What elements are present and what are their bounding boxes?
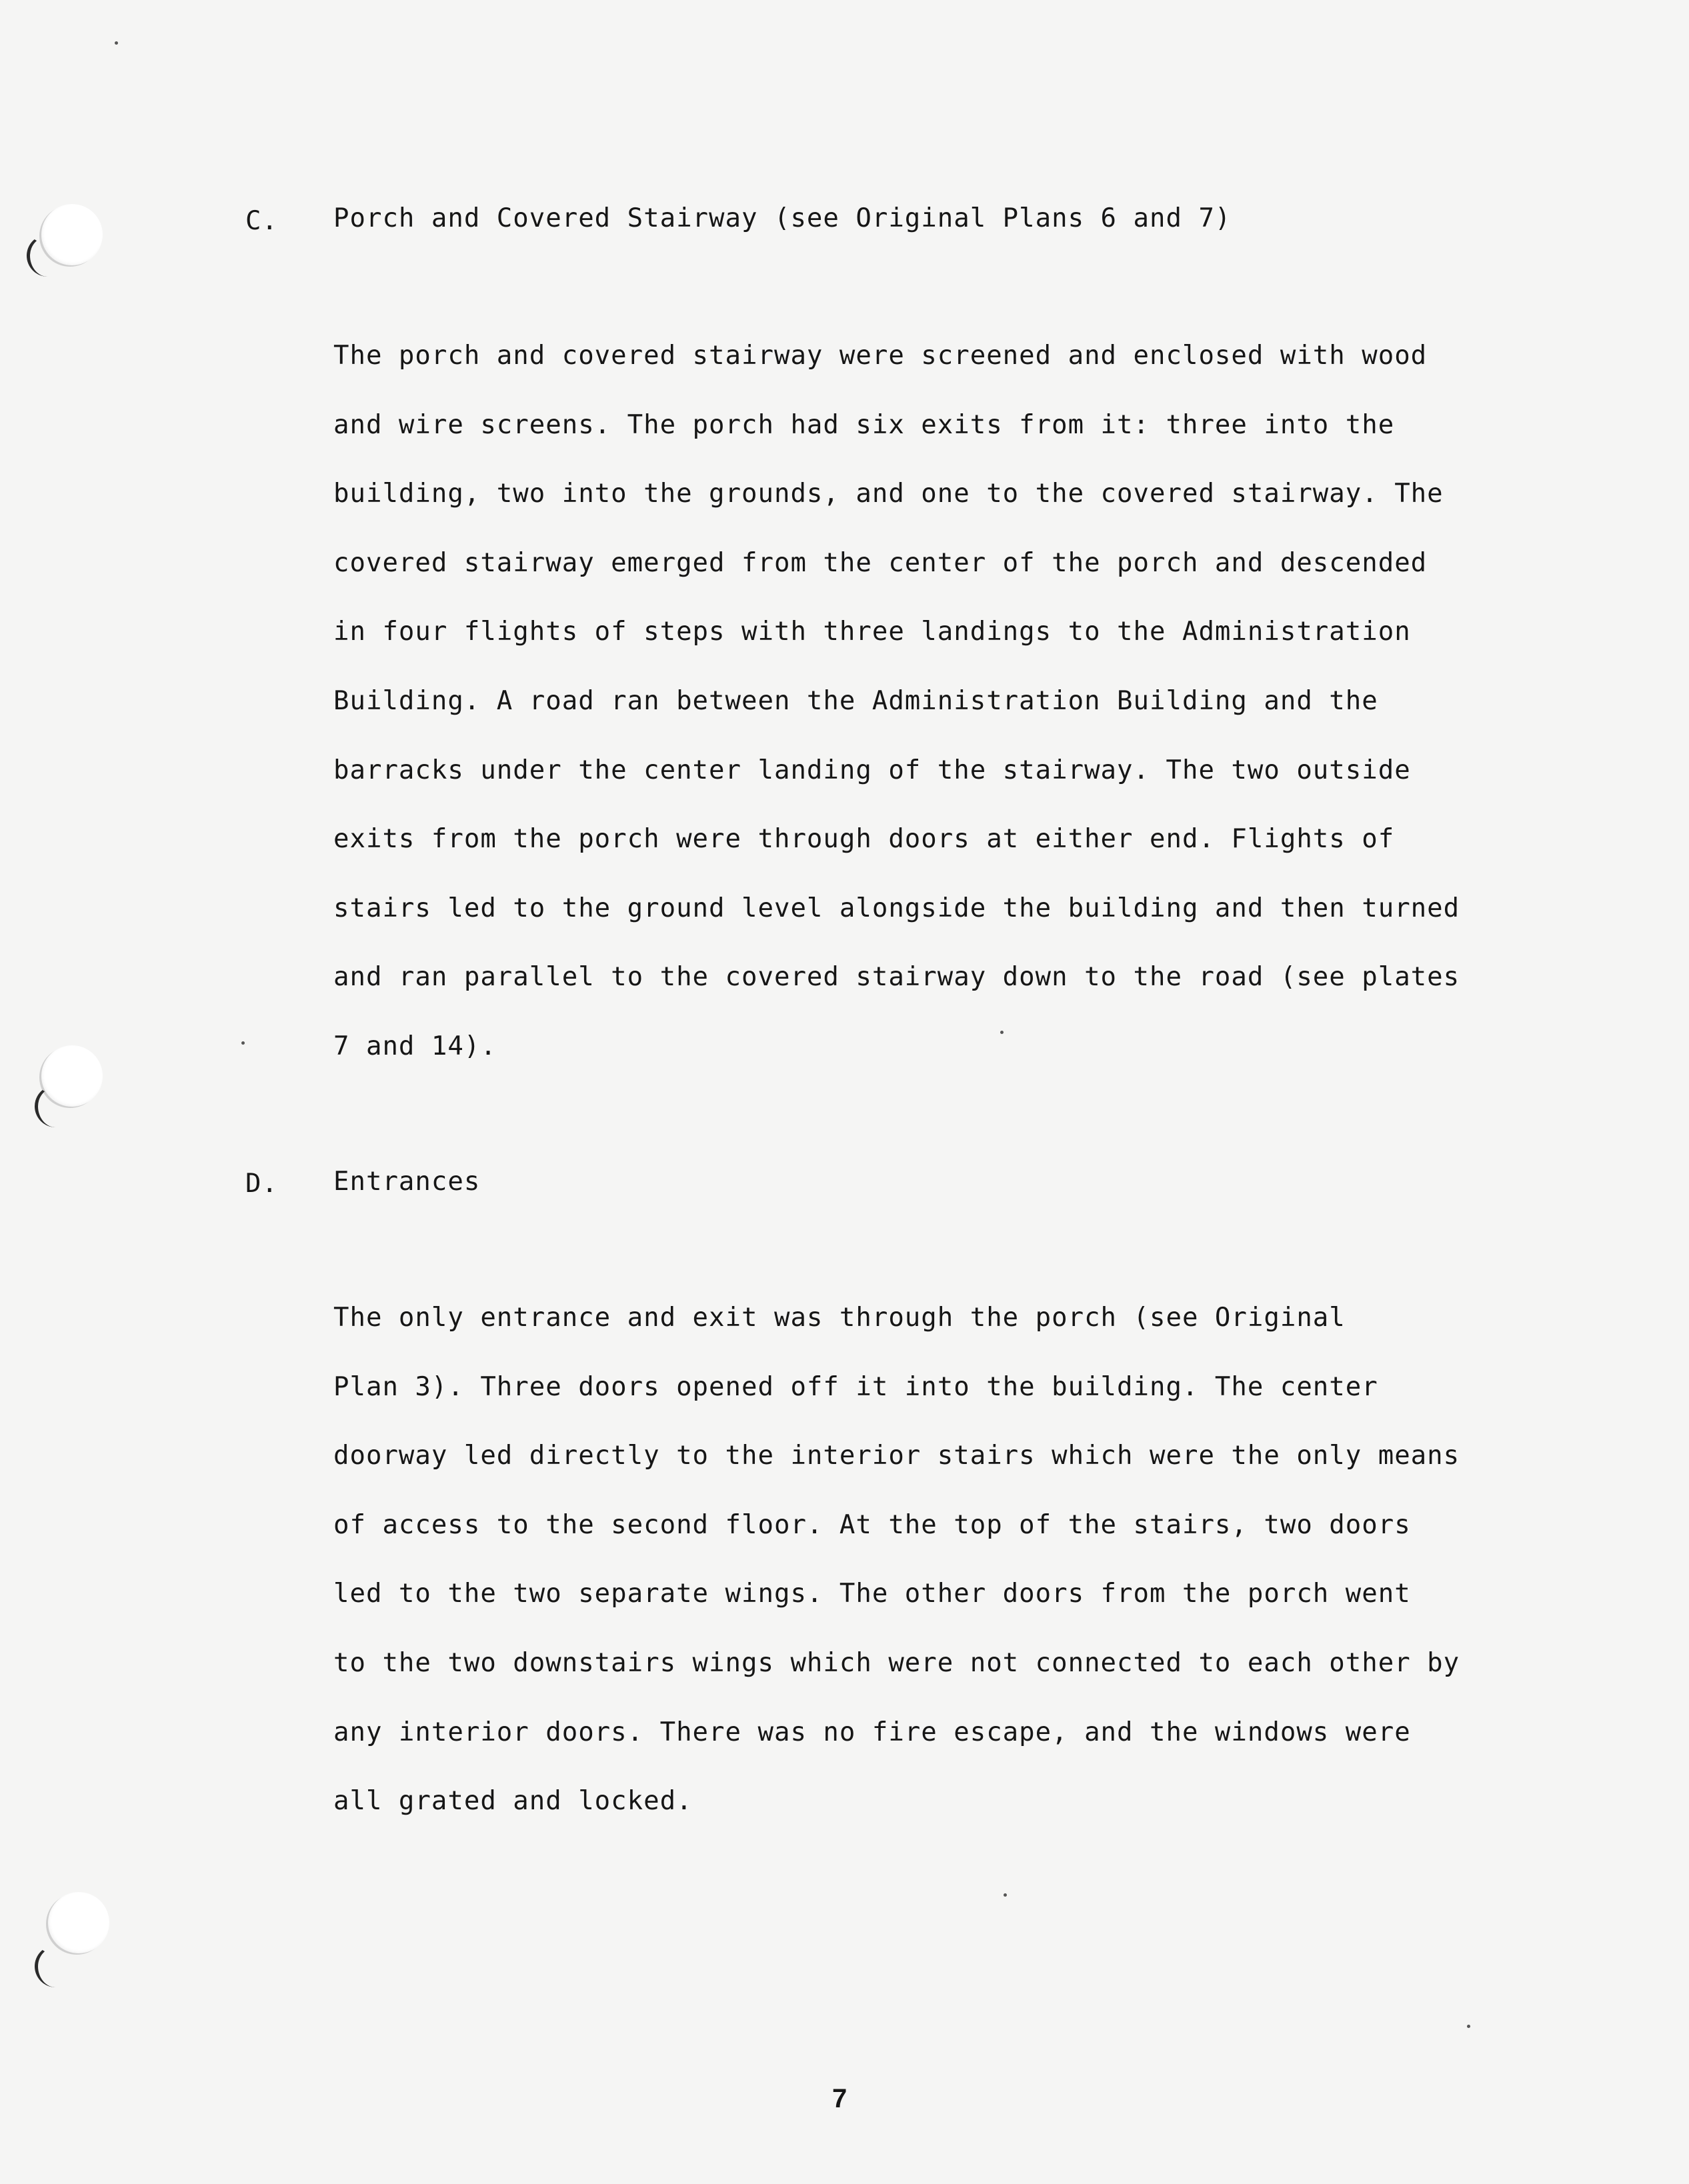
paragraph-line: barracks under the center landing of the stairway. The two outside bbox=[333, 755, 1411, 785]
section-d-heading: Entrances bbox=[333, 1167, 481, 1197]
scan-speck bbox=[115, 41, 118, 45]
paragraph-line: in four flights of steps with three landings to the Administration bbox=[333, 617, 1411, 647]
paragraph-line: 7 and 14). bbox=[333, 1031, 497, 1061]
paragraph-line: exits from the porch were through doors at either end. Flights of bbox=[333, 824, 1395, 855]
paragraph-line: any interior doors. There was no fire escape, and the windows were bbox=[333, 1717, 1411, 1747]
paragraph-line: and ran parallel to the covered stairway down to the road (see plates bbox=[333, 962, 1460, 993]
scan-speck bbox=[1004, 1893, 1007, 1897]
paragraph-line: of access to the second floor. At the top of the stairs, two doors bbox=[333, 1509, 1411, 1540]
paragraph-line: doorway led directly to the interior stairs which were the only means bbox=[333, 1441, 1460, 1471]
section-c-paragraph bbox=[333, 343, 1534, 1103]
paragraph-line: to the two downstairs wings which were not connected to each other by bbox=[333, 1647, 1460, 1678]
paragraph-line: building, two into the grounds, and one to the covered stairway. The bbox=[333, 479, 1444, 509]
punch-hole-top-mark bbox=[27, 235, 57, 277]
section-c-heading: Porch and Covered Stairway (see Original Plans 6 and 7) bbox=[333, 203, 1232, 233]
paragraph-line: Building. A road ran between the Administration Building and the bbox=[333, 685, 1378, 716]
punch-hole-bottom-mark bbox=[35, 1945, 65, 1987]
paragraph-line: The porch and covered stairway were screened and enclosed with wood bbox=[333, 341, 1428, 371]
punch-hole-middle-mark bbox=[35, 1085, 65, 1127]
paragraph-line: all grated and locked. bbox=[333, 1786, 693, 1817]
paragraph-line: stairs led to the ground level alongside the building and then turned bbox=[333, 893, 1460, 923]
paragraph-line: Plan 3). Three doors opened off it into the building. The center bbox=[333, 1371, 1378, 1402]
section-d-letter: D. bbox=[245, 1169, 278, 1199]
paragraph-line: and wire screens. The porch had six exits from it: three into the bbox=[333, 409, 1395, 440]
punch-hole-bottom bbox=[48, 1892, 109, 1953]
section-d-paragraph bbox=[333, 1305, 1534, 1857]
section-c-letter: C. bbox=[245, 206, 278, 236]
paragraph-line: led to the two separate wings. The other doors from the porch went bbox=[333, 1579, 1411, 1609]
scan-speck bbox=[1467, 2025, 1470, 2028]
scan-speck bbox=[241, 1041, 245, 1045]
page-number: 7 bbox=[832, 2084, 848, 2113]
paragraph-line: covered stairway emerged from the center of the porch and descended bbox=[333, 547, 1428, 578]
paragraph-line: The only entrance and exit was through the porch (see Original bbox=[333, 1303, 1346, 1333]
